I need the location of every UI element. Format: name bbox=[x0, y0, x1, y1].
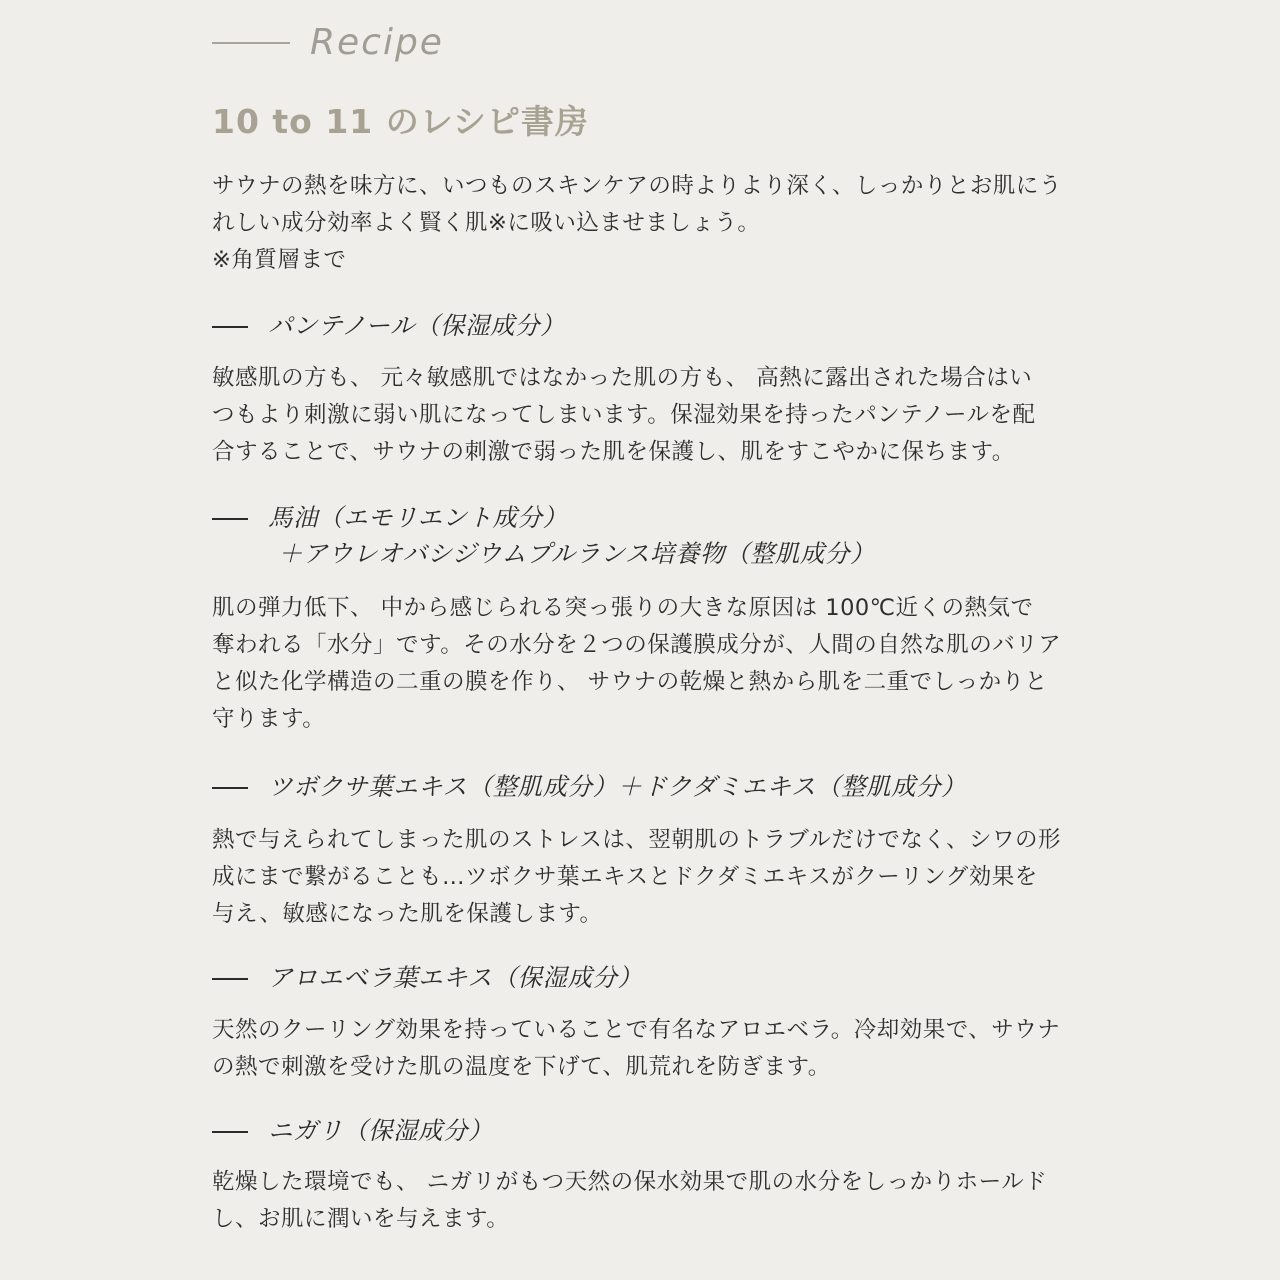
body-line: 天然のクーリング効果を持っていることで有名なアロエベラ。冷却効果で、サウナ bbox=[212, 1017, 1061, 1043]
heading-dash bbox=[212, 1131, 248, 1133]
ingredient-body-centella bbox=[212, 822, 1082, 933]
ingredient-body-nigari bbox=[212, 1164, 1082, 1238]
body-line: 守ります。 bbox=[212, 706, 326, 732]
body-line: 奪われる「水分」です。その水分を２つの保護膜成分が、人間の自然な肌のバリア bbox=[212, 632, 1062, 658]
page-title: 10 to 11 のレシピ書房 bbox=[212, 102, 589, 141]
eyebrow-rule bbox=[212, 42, 290, 44]
body-line: 合することで、サウナの刺激で弱った肌を保護し、肌をすこやかに保ちます。 bbox=[212, 439, 1015, 465]
intro-line: サウナの熱を味方に、いつものスキンケアの時よりより深く、しっかりとお肌にう bbox=[212, 173, 1062, 199]
ingredient-heading-centella bbox=[212, 769, 966, 805]
ingredient-heading-panthenol bbox=[212, 308, 565, 344]
heading-text: パンテノール（保湿成分） bbox=[268, 311, 566, 340]
intro-paragraph bbox=[212, 168, 1082, 279]
heading-text: ツボクサ葉エキス（整肌成分）＋ドクダミエキス（整肌成分） bbox=[268, 772, 967, 801]
section-eyebrow bbox=[212, 22, 444, 63]
eyebrow-label: Recipe bbox=[310, 22, 444, 63]
ingredient-heading-horse-oil bbox=[212, 500, 875, 572]
body-line: と似た化学構造の二重の膜を作り、 サウナの乾燥と熱から肌を二重でしっかりと bbox=[212, 669, 1048, 695]
ingredient-body-aloe bbox=[212, 1012, 1082, 1086]
intro-line: ※角質層まで bbox=[212, 247, 347, 273]
body-line: し、お肌に潤いを与えます。 bbox=[212, 1206, 510, 1232]
heading-text: アロエベラ葉エキス（保湿成分） bbox=[268, 963, 643, 992]
heading-dash bbox=[212, 787, 248, 789]
heading-subtext: ＋アウレオバシジウムプルランス培養物（整肌成分） bbox=[278, 539, 875, 568]
ingredient-body-horse-oil bbox=[212, 590, 1082, 738]
ingredient-heading-aloe bbox=[212, 960, 643, 996]
heading-dash bbox=[212, 326, 248, 328]
heading-text: ニガリ（保湿成分） bbox=[268, 1116, 493, 1145]
body-line: 成にまで繋がることも…ツボクサ葉エキスとドクダミエキスがクーリング効果を bbox=[212, 864, 1038, 890]
body-line: 与え、敏感になった肌を保護します。 bbox=[212, 901, 603, 927]
ingredient-heading-nigari bbox=[212, 1113, 493, 1149]
body-line: 乾燥した環境でも、 ニガリがもつ天然の保水効果で肌の水分をしっかりホールド bbox=[212, 1169, 1048, 1195]
body-line: の熱で刺激を受けた肌の温度を下げて、肌荒れを防ぎます。 bbox=[212, 1054, 831, 1080]
body-line: 敏感肌の方も、 元々敏感肌ではなかった肌の方も、 高熱に露出された場合はい bbox=[212, 365, 1033, 391]
body-line: 肌の弾力低下、 中から感じられる突っ張りの大きな原因は 100℃近くの熱気で bbox=[212, 595, 1034, 621]
heading-dash bbox=[212, 518, 248, 520]
ingredient-body-panthenol bbox=[212, 360, 1082, 471]
body-line: 熱で与えられてしまった肌のストレスは、翌朝肌のトラブルだけでなく、シワの形 bbox=[212, 827, 1061, 853]
intro-line: れしい成分効率よく賢く肌※に吸い込ませましょう。 bbox=[212, 210, 761, 236]
heading-dash bbox=[212, 978, 248, 980]
heading-text: 馬油（エモリエント成分） bbox=[268, 503, 568, 532]
heading-text-group bbox=[268, 500, 875, 572]
body-line: つもより刺激に弱い肌になってしまいます。保湿効果を持ったパンテノールを配 bbox=[212, 402, 1036, 428]
